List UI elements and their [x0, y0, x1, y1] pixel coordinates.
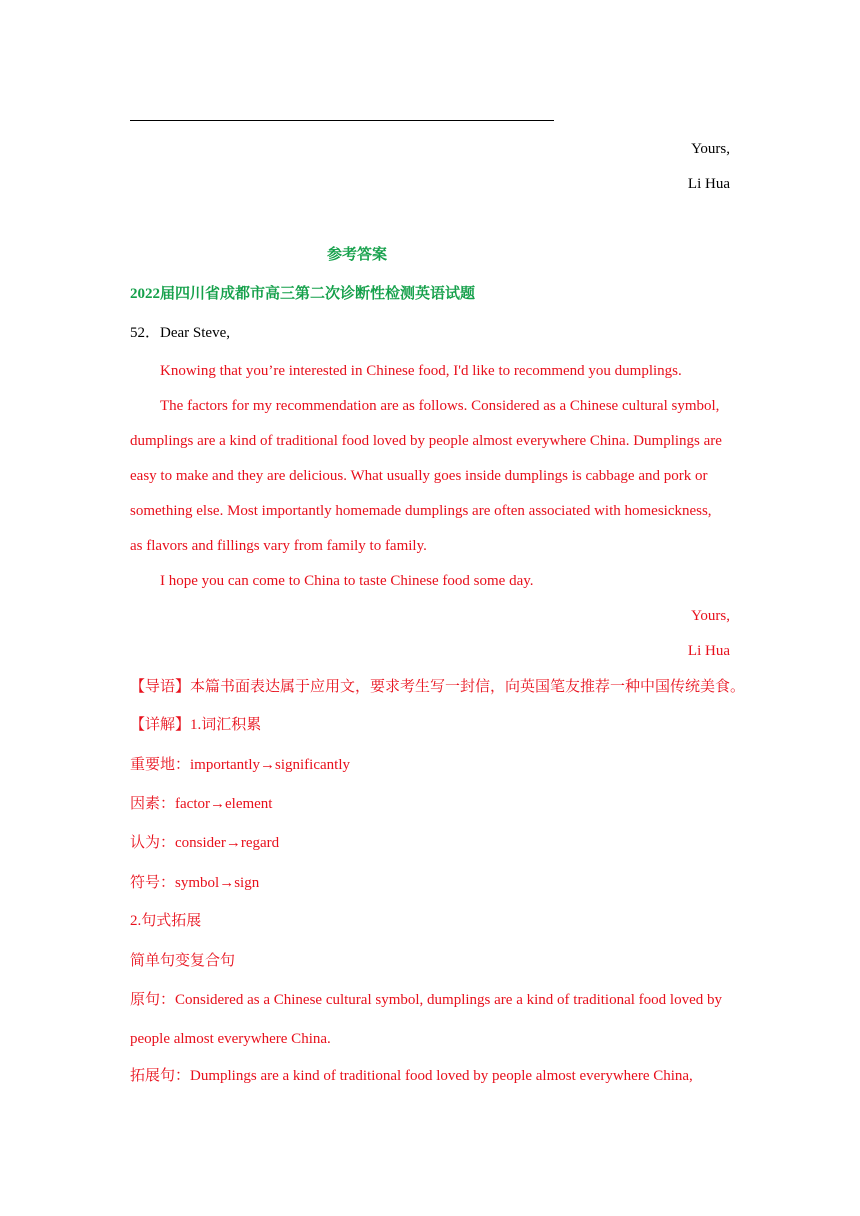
letter-paragraph: The factors for my recommendation are as follows. Considered as a Chinese cultural symbol,	[160, 398, 720, 414]
answer-heading: 参考答案	[327, 247, 388, 263]
answer-blank-line	[130, 120, 554, 121]
letter-paragraph: Knowing that you’re interested in Chinese food, I'd like to recommend you dumplings.	[160, 363, 682, 379]
letter-signature: Li Hua	[687, 176, 730, 192]
guide-text: 本篇书面表达属于应用文，要求考生写一封信，向英国笔友推荐一种中国传统美食。	[190, 679, 746, 695]
sentence-subheading: 简单句变复合句	[130, 953, 236, 969]
vocab-en: consider→regard	[175, 835, 280, 851]
detail-line	[130, 715, 261, 735]
vocab-cn: 符号：	[130, 875, 176, 891]
vocab-cn: 重要地：	[130, 757, 191, 773]
detail-label: 【详解】	[130, 717, 191, 733]
vocab-item	[130, 873, 259, 893]
guide-label: 【导语】	[130, 679, 191, 695]
letter-paragraph: dumplings are a kind of traditional food loved by people almost everywhere China. Dumplings are	[130, 433, 722, 449]
exam-title: 2022届四川省成都市高三第二次诊断性检测英语试题	[130, 286, 476, 302]
detail-text: 1.词汇积累	[190, 717, 262, 733]
vocab-item	[130, 755, 350, 775]
letter-paragraph: I hope you can come to China to taste Chinese food some day.	[160, 573, 534, 589]
letter-paragraph: as flavors and fillings vary from family to family.	[130, 538, 427, 554]
original-sentence	[130, 990, 722, 1010]
expanded-text: Dumplings are a kind of traditional food loved by people almost everywhere China,	[190, 1068, 693, 1084]
vocab-cn: 因素：	[130, 796, 176, 812]
letter-paragraph: something else. Most importantly homemade dumplings are often associated with homesickness,	[130, 503, 712, 519]
vocab-en: factor→element	[175, 796, 273, 812]
answer-closing: Yours,	[691, 608, 730, 624]
original-label: 原句：	[130, 992, 176, 1008]
vocab-item	[130, 833, 279, 853]
expanded-sentence	[130, 1066, 693, 1086]
question-number: 52．	[130, 325, 161, 341]
sentence-heading: 2.句式拓展	[130, 913, 202, 929]
letter-paragraph: easy to make and they are delicious. What usually goes inside dumplings is cabbage and pork or	[130, 468, 708, 484]
vocab-en: importantly→significantly	[190, 757, 350, 773]
original-sentence-continued: people almost everywhere China.	[130, 1031, 331, 1047]
question-line	[130, 323, 230, 343]
letter-closing: Yours,	[691, 141, 730, 157]
salutation: Dear Steve,	[160, 325, 230, 341]
expanded-label: 拓展句：	[130, 1068, 191, 1084]
answer-signature: Li Hua	[687, 643, 730, 659]
vocab-en: symbol→sign	[175, 875, 260, 891]
vocab-cn: 认为：	[130, 835, 176, 851]
vocab-item	[130, 794, 272, 814]
guide-line	[130, 677, 745, 697]
original-text: Considered as a Chinese cultural symbol, dumplings are a kind of traditional food loved by	[175, 992, 722, 1008]
